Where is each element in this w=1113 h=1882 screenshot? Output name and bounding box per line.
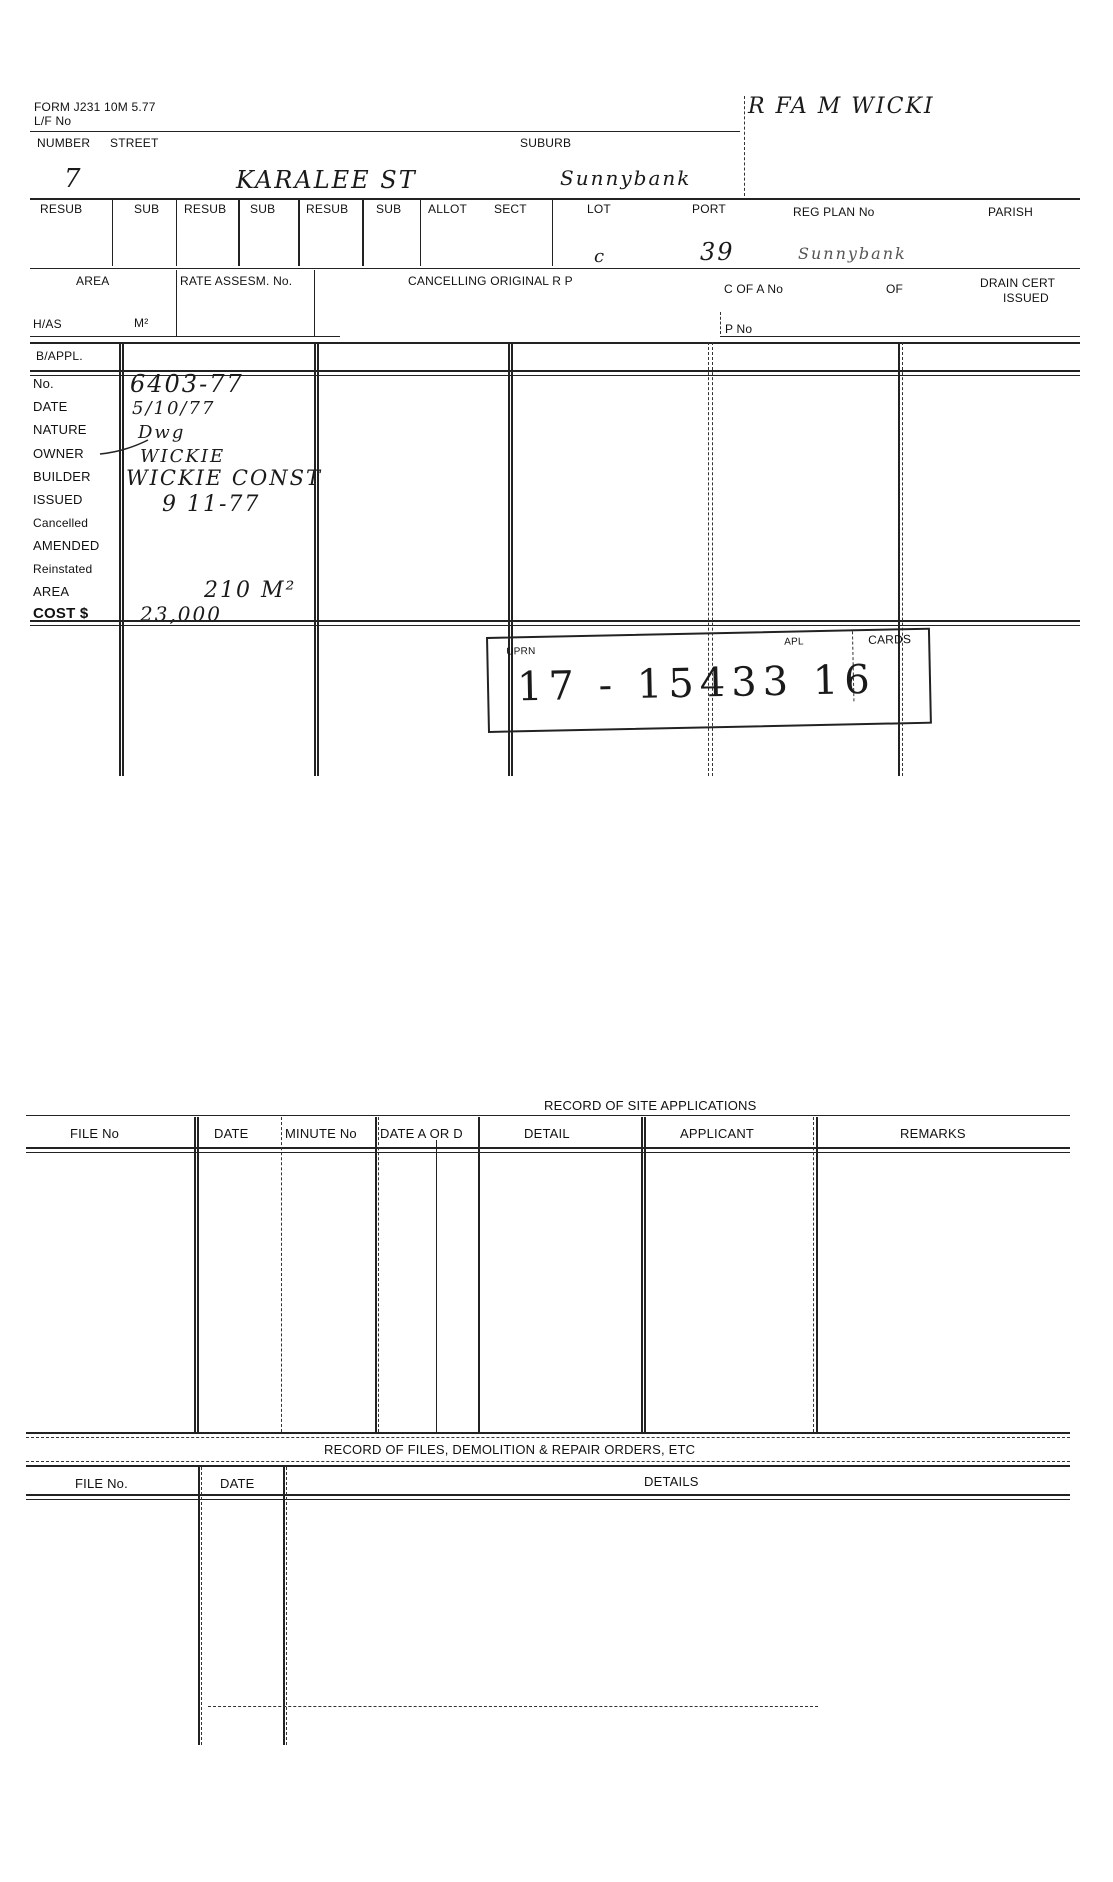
rate-assesm-label: RATE ASSESM. No. xyxy=(180,274,293,288)
row-label-issued: ISSUED xyxy=(33,492,83,507)
rule xyxy=(281,1117,282,1432)
stamp-label-uprn: UPRN xyxy=(506,645,536,658)
value-cost: 23,000 xyxy=(140,602,222,626)
value-builder: WICKIE CONST xyxy=(126,466,322,490)
drain-cert-label: DRAIN CERT xyxy=(980,276,1056,290)
rule xyxy=(641,1117,643,1432)
rule xyxy=(26,1465,1070,1467)
rule xyxy=(644,1117,646,1432)
site-col-date-a-or-d: DATE A OR D xyxy=(380,1126,463,1141)
rule xyxy=(283,1467,285,1745)
site-col-minute-no: MINUTE No xyxy=(285,1126,357,1141)
rule xyxy=(478,1117,480,1432)
rule xyxy=(26,1147,1070,1149)
land-header-port: PORT xyxy=(692,202,726,216)
rule xyxy=(201,1467,202,1745)
site-col-applicant: APPLICANT xyxy=(680,1126,755,1141)
files-col-date: DATE xyxy=(220,1476,255,1491)
site-col-remarks: REMARKS xyxy=(900,1126,966,1141)
land-header-resub-3: RESUB xyxy=(306,202,349,216)
value-owner: WICKIE xyxy=(140,446,226,467)
row-label-cost: COST $ xyxy=(33,605,89,622)
ha-label: H/AS xyxy=(33,317,62,331)
row-label-area: AREA xyxy=(33,584,70,599)
row-label-date: DATE xyxy=(33,399,68,414)
land-header-parish: PARISH xyxy=(988,205,1033,219)
cancelling-label: CANCELLING ORIGINAL R P xyxy=(408,274,573,288)
plan-value: Sunnybank xyxy=(798,244,907,263)
rule xyxy=(30,620,1080,622)
site-applications-title: RECORD OF SITE APPLICATIONS xyxy=(544,1098,757,1113)
rule xyxy=(26,1499,1070,1500)
row-label-no: No. xyxy=(33,376,54,391)
site-col-detail: DETAIL xyxy=(524,1126,570,1141)
row-label-reinstated: Reinstated xyxy=(33,562,93,576)
value-no: 6403-77 xyxy=(130,370,244,398)
rule xyxy=(26,1115,1070,1116)
rule xyxy=(436,1140,437,1432)
rule xyxy=(122,342,124,776)
value-issued: 9 11-77 xyxy=(162,492,261,517)
owner-signature: R FA M WICKI xyxy=(748,94,935,119)
p-no-label: P No xyxy=(725,322,753,336)
row-label-nature: NATURE xyxy=(33,422,87,437)
form-code: FORM J231 10M 5.77 xyxy=(34,100,156,114)
land-header-lot: LOT xyxy=(587,202,611,216)
rule xyxy=(208,1706,818,1707)
rule xyxy=(30,625,1080,626)
land-header-resub-2: RESUB xyxy=(184,202,227,216)
files-record-title: RECORD OF FILES, DEMOLITION & REPAIR ORDERS, ETC xyxy=(324,1442,696,1457)
suburb-value: Sunnybank xyxy=(560,166,692,190)
rule xyxy=(375,1117,377,1432)
site-col-date: DATE xyxy=(214,1126,249,1141)
rule xyxy=(119,342,121,776)
land-header-resub-1: RESUB xyxy=(40,202,83,216)
bappl-label: B/APPL. xyxy=(36,349,83,363)
land-header-sub-1: SUB xyxy=(134,202,160,216)
rule xyxy=(816,1117,818,1432)
uprn-stamp xyxy=(486,628,932,733)
lf-no-label: L/F No xyxy=(34,114,72,128)
lot-value: c xyxy=(594,246,607,267)
rule xyxy=(26,1437,1070,1438)
land-header-allot: ALLOT xyxy=(428,202,468,216)
rule xyxy=(198,1467,200,1745)
m2-label: M² xyxy=(134,316,149,330)
number-value: 7 xyxy=(64,164,83,194)
rule xyxy=(378,1117,379,1432)
rule xyxy=(286,1467,287,1745)
stamp-label-cards: CARDS xyxy=(868,632,912,647)
stamp-label-apl: APL xyxy=(784,636,804,648)
port-value: 39 xyxy=(700,238,735,266)
value-nature: Dwg xyxy=(138,422,186,443)
drain-issued-label: ISSUED xyxy=(1003,291,1049,305)
rule xyxy=(26,1494,1070,1496)
files-col-file-no: FILE No. xyxy=(75,1476,128,1491)
rule xyxy=(197,1117,199,1432)
land-header-reg-plan: REG PLAN No xyxy=(793,205,875,219)
row-label-amended: AMENDED xyxy=(33,538,100,553)
number-label: NUMBER xyxy=(37,136,91,150)
stamp-value: 17 - 15433 16 xyxy=(516,656,877,711)
rule xyxy=(26,1152,1070,1153)
rule xyxy=(194,1117,196,1432)
area-label: AREA xyxy=(76,274,110,288)
row-label-owner: OWNER xyxy=(33,446,84,461)
street-label: STREET xyxy=(110,136,159,150)
value-area: 210 M² xyxy=(204,578,297,603)
land-header-sect: SECT xyxy=(494,202,527,216)
cofa-label: C OF A No xyxy=(724,282,784,296)
of-label: OF xyxy=(886,282,904,296)
row-label-cancelled: Cancelled xyxy=(33,516,89,530)
rule xyxy=(813,1117,814,1432)
land-header-sub-2: SUB xyxy=(250,202,276,216)
rule xyxy=(317,342,319,776)
rule xyxy=(26,1432,1070,1434)
suburb-label: SUBURB xyxy=(520,136,572,150)
land-header-sub-3: SUB xyxy=(376,202,402,216)
value-date: 5/10/77 xyxy=(132,398,216,419)
rule xyxy=(26,1461,1070,1462)
files-col-details: DETAILS xyxy=(644,1474,699,1489)
street-value: KARALEE ST xyxy=(236,166,417,194)
row-label-builder: BUILDER xyxy=(33,469,91,484)
rule xyxy=(314,342,316,776)
site-col-file-no: FILE No xyxy=(70,1126,120,1141)
